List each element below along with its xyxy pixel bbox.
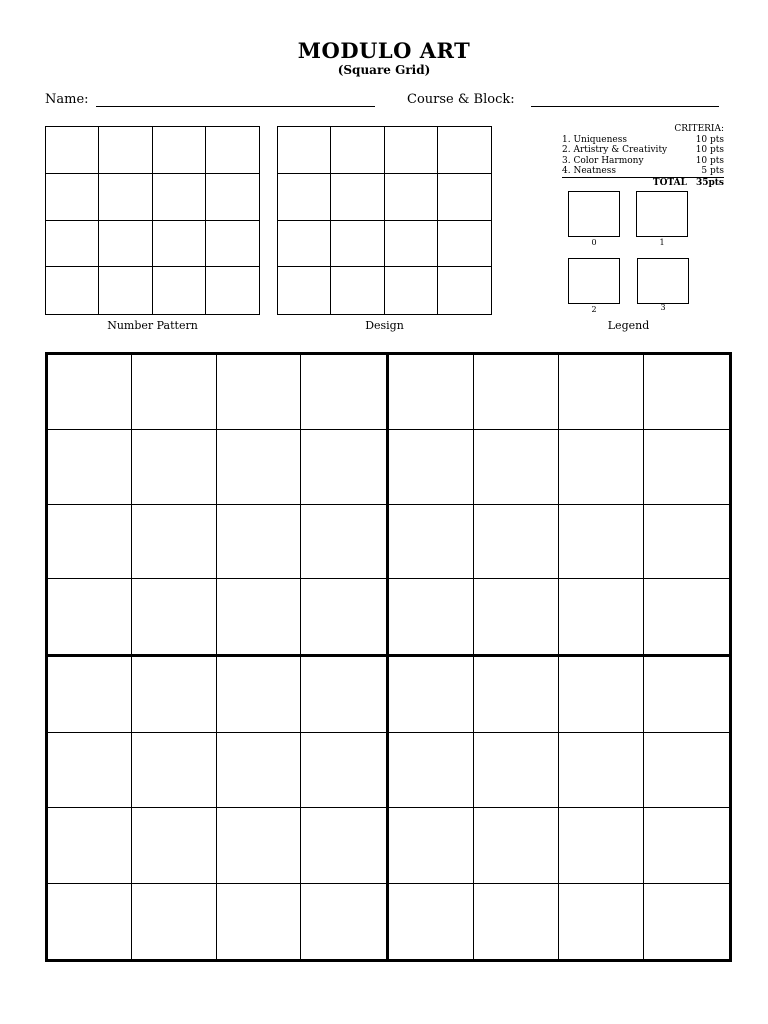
- grid-cell[interactable]: [206, 127, 259, 174]
- grid-cell[interactable]: [132, 579, 216, 654]
- grid-cell[interactable]: [132, 884, 216, 960]
- grid-cell[interactable]: [559, 430, 644, 505]
- grid-cell[interactable]: [474, 505, 559, 580]
- grid-cell[interactable]: [48, 579, 132, 654]
- grid-cell[interactable]: [389, 355, 474, 430]
- grid-cell[interactable]: [46, 267, 99, 314]
- grid-cell[interactable]: [474, 355, 559, 430]
- grid-cell[interactable]: [301, 884, 385, 960]
- grid-cell[interactable]: [559, 579, 644, 654]
- grid-cell[interactable]: [389, 884, 474, 960]
- grid-cell[interactable]: [99, 127, 152, 174]
- grid-cell[interactable]: [153, 127, 206, 174]
- criteria-item: 2. Artistry & Creativity 10 pts: [562, 145, 724, 155]
- name-label: Name:: [45, 92, 89, 107]
- grid-cell[interactable]: [217, 884, 301, 960]
- grid-cell[interactable]: [389, 733, 474, 809]
- grid-cell[interactable]: [331, 267, 384, 314]
- grid-cell[interactable]: [474, 430, 559, 505]
- grid-cell[interactable]: [644, 430, 729, 505]
- grid-cell[interactable]: [132, 808, 216, 884]
- grid-cell[interactable]: [474, 808, 559, 884]
- grid-cell[interactable]: [644, 505, 729, 580]
- grid-cell[interactable]: [301, 355, 385, 430]
- design-grid[interactable]: [277, 126, 492, 315]
- page-subtitle: (Square Grid): [337, 63, 431, 77]
- grid-cell[interactable]: [559, 884, 644, 960]
- number-pattern-caption: Number Pattern: [107, 319, 198, 332]
- grid-cell[interactable]: [474, 884, 559, 960]
- grid-cell[interactable]: [385, 221, 438, 268]
- criteria-item: 4. Neatness 5 pts: [562, 166, 724, 176]
- grid-cell[interactable]: [206, 221, 259, 268]
- grid-cell[interactable]: [385, 127, 438, 174]
- legend-box-0[interactable]: [568, 191, 620, 237]
- grid-cell[interactable]: [389, 579, 474, 654]
- grid-cell[interactable]: [48, 808, 132, 884]
- grid-cell[interactable]: [48, 657, 132, 733]
- grid-cell[interactable]: [331, 174, 384, 221]
- grid-cell[interactable]: [438, 267, 491, 314]
- grid-cell[interactable]: [217, 733, 301, 809]
- grid-cell[interactable]: [48, 430, 132, 505]
- grid-cell[interactable]: [644, 355, 729, 430]
- grid-cell[interactable]: [99, 267, 152, 314]
- grid-cell[interactable]: [559, 355, 644, 430]
- modulo-art-grid[interactable]: [45, 352, 732, 962]
- course-block-field[interactable]: [531, 106, 719, 107]
- name-field[interactable]: [96, 106, 375, 107]
- grid-cell[interactable]: [48, 505, 132, 580]
- grid-quadrant-top-right[interactable]: [389, 355, 730, 657]
- grid-cell[interactable]: [99, 174, 152, 221]
- legend-number-3: 3: [660, 303, 666, 312]
- criteria-item: 3. Color Harmony 10 pts: [562, 155, 724, 166]
- grid-quadrant-bottom-left[interactable]: [48, 657, 389, 959]
- grid-cell[interactable]: [278, 267, 331, 314]
- grid-cell[interactable]: [217, 657, 301, 733]
- grid-cell[interactable]: [46, 174, 99, 221]
- grid-cell[interactable]: [153, 221, 206, 268]
- course-block-label: Course & Block:: [407, 92, 515, 107]
- grid-cell[interactable]: [301, 430, 385, 505]
- grid-cell[interactable]: [644, 733, 729, 809]
- grid-cell[interactable]: [206, 267, 259, 314]
- grid-cell[interactable]: [48, 884, 132, 960]
- grid-cell[interactable]: [438, 174, 491, 221]
- grid-cell[interactable]: [217, 430, 301, 505]
- grid-cell[interactable]: [217, 505, 301, 580]
- grid-cell[interactable]: [644, 657, 729, 733]
- legend-box-2[interactable]: [568, 258, 620, 304]
- grid-cell[interactable]: [301, 505, 385, 580]
- design-caption: Design: [365, 319, 404, 332]
- grid-quadrant-bottom-right[interactable]: [389, 657, 730, 959]
- criteria-heading: CRITERIA:: [674, 124, 724, 134]
- grid-cell[interactable]: [153, 267, 206, 314]
- grid-cell[interactable]: [153, 174, 206, 221]
- grid-cell[interactable]: [559, 657, 644, 733]
- grid-cell[interactable]: [132, 430, 216, 505]
- grid-cell[interactable]: [132, 733, 216, 809]
- grid-cell[interactable]: [644, 808, 729, 884]
- legend-number-1: 1: [659, 238, 665, 247]
- grid-cell[interactable]: [644, 579, 729, 654]
- grid-cell[interactable]: [474, 579, 559, 654]
- grid-cell[interactable]: [278, 127, 331, 174]
- grid-cell[interactable]: [132, 657, 216, 733]
- grid-cell[interactable]: [132, 505, 216, 580]
- grid-cell[interactable]: [217, 808, 301, 884]
- legend-number-2: 2: [591, 305, 597, 314]
- page-title: MODULO ART: [297, 38, 471, 63]
- grid-cell[interactable]: [301, 657, 385, 733]
- legend-box-3[interactable]: [637, 258, 689, 304]
- grid-cell[interactable]: [48, 355, 132, 430]
- grid-cell[interactable]: [438, 221, 491, 268]
- grid-cell[interactable]: [99, 221, 152, 268]
- grid-cell[interactable]: [46, 221, 99, 268]
- grid-cell[interactable]: [474, 733, 559, 809]
- grid-cell[interactable]: [559, 733, 644, 809]
- number-pattern-grid[interactable]: [45, 126, 260, 315]
- grid-cell[interactable]: [48, 733, 132, 809]
- grid-cell[interactable]: [217, 355, 301, 430]
- grid-quadrant-top-left[interactable]: [48, 355, 389, 657]
- grid-cell[interactable]: [385, 267, 438, 314]
- grid-cell[interactable]: [46, 127, 99, 174]
- grid-cell[interactable]: [331, 127, 384, 174]
- grid-cell[interactable]: [644, 884, 729, 960]
- legend-box-1[interactable]: [636, 191, 688, 237]
- criteria-total: TOTAL 35pts: [652, 177, 724, 188]
- grid-cell[interactable]: [278, 221, 331, 268]
- grid-cell[interactable]: [389, 808, 474, 884]
- grid-cell[interactable]: [217, 579, 301, 654]
- grid-cell[interactable]: [389, 657, 474, 733]
- legend-caption: Legend: [607, 319, 650, 332]
- grid-cell[interactable]: [389, 505, 474, 580]
- grid-cell[interactable]: [389, 430, 474, 505]
- grid-cell[interactable]: [301, 579, 385, 654]
- grid-cell[interactable]: [438, 127, 491, 174]
- grid-cell[interactable]: [132, 355, 216, 430]
- grid-cell[interactable]: [559, 505, 644, 580]
- grid-cell[interactable]: [331, 221, 384, 268]
- criteria-item: 1. Uniqueness 10 pts: [562, 134, 724, 145]
- grid-cell[interactable]: [278, 174, 331, 221]
- grid-cell[interactable]: [559, 808, 644, 884]
- grid-cell[interactable]: [385, 174, 438, 221]
- grid-cell[interactable]: [474, 657, 559, 733]
- criteria-block: [562, 124, 724, 188]
- grid-cell[interactable]: [301, 808, 385, 884]
- grid-cell[interactable]: [206, 174, 259, 221]
- grid-cell[interactable]: [301, 733, 385, 809]
- legend-number-0: 0: [591, 238, 597, 247]
